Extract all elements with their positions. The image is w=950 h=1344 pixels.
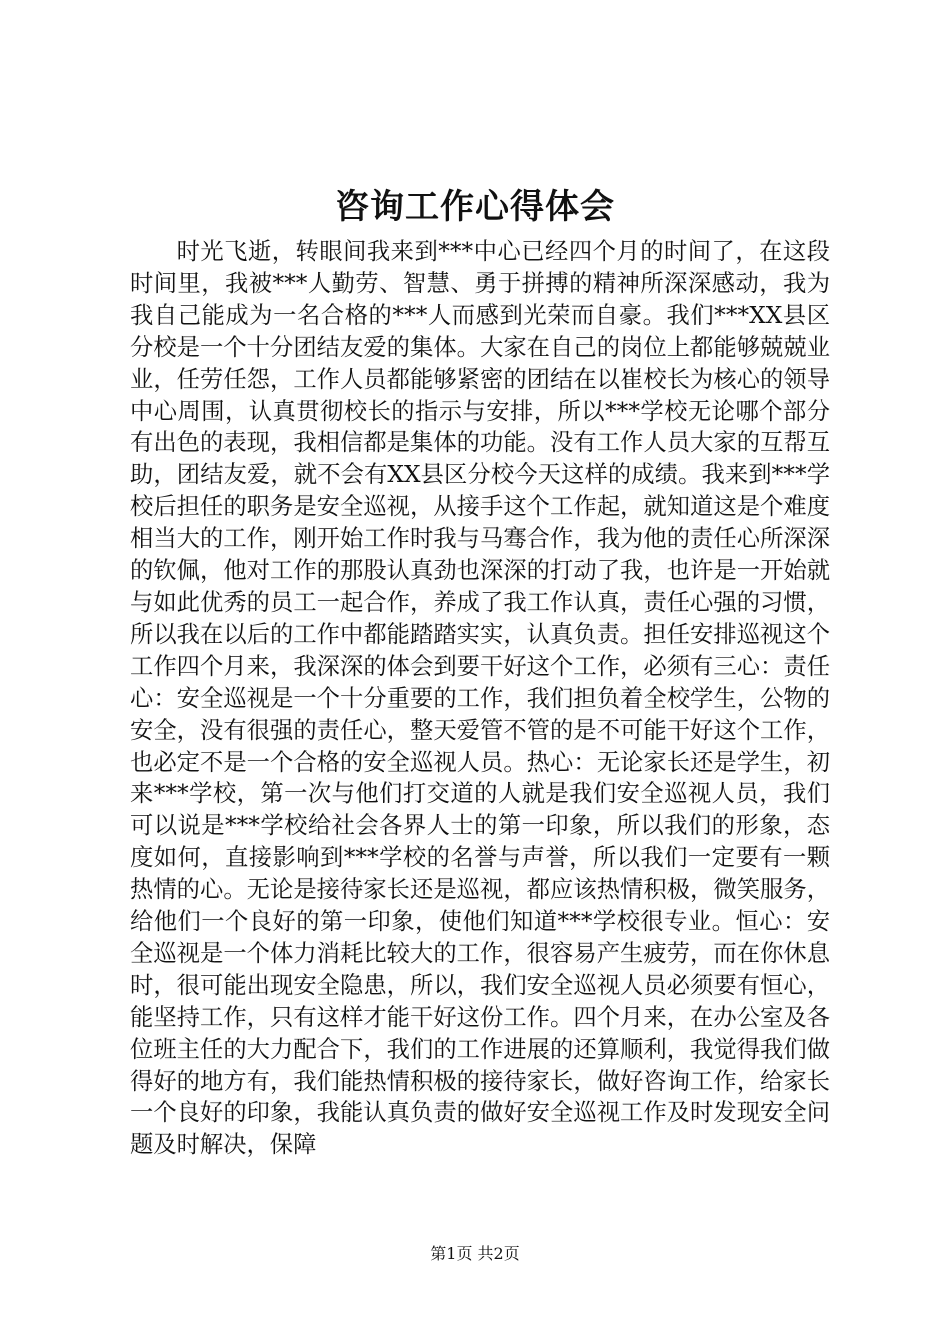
page-number-footer: 第1页 共2页: [430, 1244, 520, 1263]
page-title: 咨询工作心得体会: [335, 187, 615, 227]
body-paragraph: 时光飞逝，转眼间我来到***中心已经四个月的时间了，在这段时间里，我被***人勤劳、智慧、勇于拼搏的精神所深深感动，我为我自己能成为一名合格的***人而感到光荣而自豪。我们***XX县区分校是一个十分团结友爱的集体。大家在自己的岗位上都能够兢兢业业，任劳任怨，工作人员都能够紧密的团结在以崔校长为核心的领导中心周围，认真贯彻校长的指示与安排，所以***学校无论哪个部分有出色的表现，我相信都是集体的功能。没有工作人员大家的互帮互助，团结友爱，就不会有XX县区分校今天这样的成绩。我来到***学校后担任的职务是安全巡视，从接手这个工作起，就知道这是个难度相当大的工作，刚开始工作时我与马骞合作，我为他的责任心所深深的钦佩，他对工作的那股认真劲也深深的打动了我，也许是一开始就与如此优秀的员工一起合作，养成了我工作认真，责任心强的习惯，所以我在以后的工作中都能踏踏实实，认真负责。担任安排巡视这个工作四个月来，我深深的体会到要干好这个工作，必须有三心：责任心：安全巡视是一个十分重要的工作，我们担负着全校学生，公物的安全，没有很强的责任心，整天爱管不管的是不可能干好这个工作，也必定不是一个合格的安全巡视人员。热心：无论家长还是学生，初来***学校，第一次与他们打交道的人就是我们安全巡视人员，我们可以说是***学校给社会各界人士的第一印象，所以我们的形象，态度如何，直接影响到***学校的名誉与声誉，所以我们一定要有一颗热情的心。无论是接待家长还是巡视，都应该热情积极，微笑服务，给他们一个良好的第一印象，使他们知道***学校很专业。恒心：安全巡视是一个体力消耗比较大的工作，很容易产生疲劳，而在你休息时，很可能出现安全隐患，所以，我们安全巡视人员必须要有恒心，能坚持工作，只有这样才能干好这份工作。四个月来，在办公室及各位班主任的大力配合下，我们的工作进展的还算顺利，我觉得我们做得好的地方有，我们能热情积极的接待家长，做好咨询工作，给家长一个良好的印象，我能认真负责的做好安全巡视工作及时发现安全问题及时解决，保障: [130, 238, 830, 1159]
